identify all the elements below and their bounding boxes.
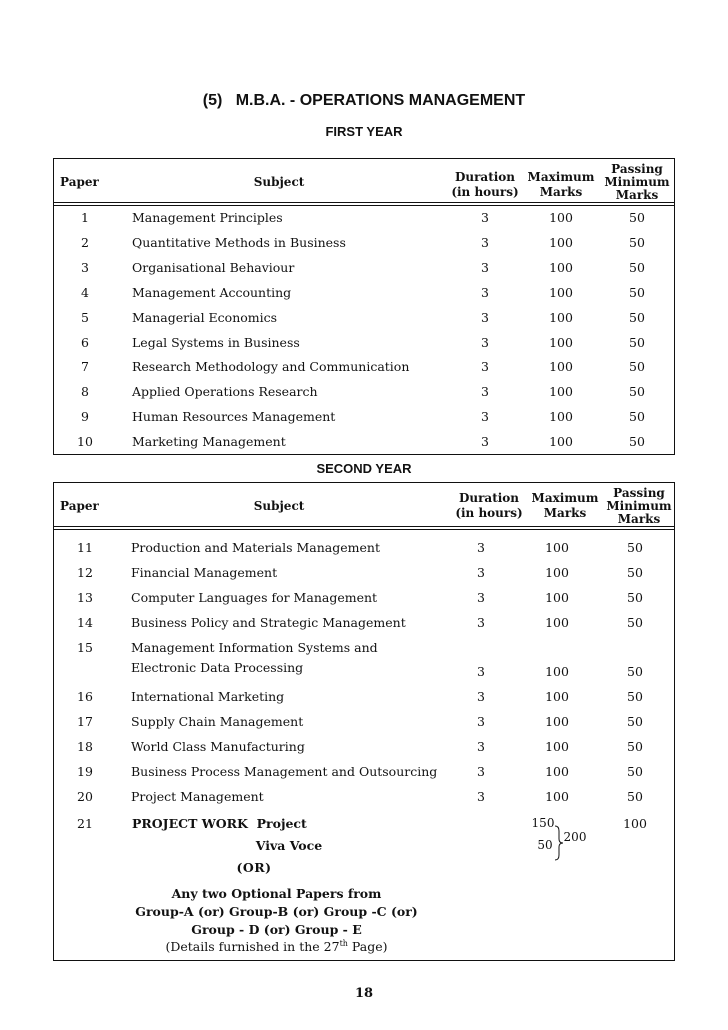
subject: Management Principles: [132, 210, 283, 225]
maximum-marks: 100: [545, 789, 569, 804]
duration: 3: [477, 565, 485, 580]
viva-voce-marks: 50: [537, 838, 553, 852]
table-row: [54, 540, 674, 560]
subject: Management Information Systems and: [131, 640, 378, 655]
subject: Managerial Economics: [132, 309, 278, 325]
duration: 3: [477, 739, 485, 754]
paper-number: 7: [81, 359, 89, 375]
paper-number: 9: [81, 409, 89, 425]
passing-marks: 50: [629, 259, 645, 275]
paper-number: 19: [77, 764, 93, 779]
passing-marks: 50: [627, 739, 643, 754]
table-row: [54, 640, 674, 684]
first-year-table: [53, 158, 675, 455]
paper-number: 5: [81, 309, 89, 325]
table-row: [54, 335, 674, 355]
second-year-table: [53, 482, 675, 961]
table-row: [54, 310, 674, 330]
maximum-marks: 100: [549, 384, 573, 400]
project-work-label: PROJECT WORK Project: [132, 816, 307, 831]
subject: International Marketing: [131, 689, 285, 704]
table-row: [54, 565, 674, 585]
col-duration: Duration (in hours): [451, 170, 519, 199]
passing-marks: 50: [629, 309, 645, 325]
subject: World Class Manufacturing: [131, 739, 305, 754]
subject: Legal Systems in Business: [132, 334, 300, 350]
maximum-marks: 100: [549, 259, 573, 275]
duration: 3: [481, 210, 489, 225]
maximum-marks: 100: [545, 689, 569, 704]
maximum-marks: 100: [545, 664, 569, 679]
paper-number: 2: [81, 234, 89, 250]
paper-number: 18: [77, 739, 93, 754]
paper-number: 8: [81, 384, 89, 400]
maximum-marks: 100: [545, 714, 569, 729]
subject: Production and Materials Management: [131, 540, 380, 555]
paper-number: 3: [81, 259, 89, 275]
passing-marks: 50: [629, 434, 645, 450]
maximum-marks: 100: [549, 210, 573, 225]
passing-marks: 50: [629, 409, 645, 425]
passing-marks: 50: [629, 284, 645, 300]
page-number: 18: [354, 986, 374, 1001]
total-marks: 200: [563, 830, 587, 844]
maximum-marks: 100: [549, 334, 573, 350]
paper-number: 13: [77, 590, 93, 605]
col-passing-minimum-marks: Passing Minimum Marks: [604, 162, 670, 202]
subject-continued: Electronic Data Processing: [131, 660, 304, 675]
passing-marks: 50: [629, 334, 645, 350]
table-row: [54, 764, 674, 784]
paper-number: 21: [77, 816, 93, 831]
table-row: [54, 359, 674, 379]
duration: 3: [477, 540, 485, 555]
subject: Computer Languages for Management: [131, 590, 378, 605]
duration: 3: [477, 764, 485, 779]
passing-marks: 50: [627, 565, 643, 580]
passing-marks: 50: [627, 664, 643, 679]
section-number: (5): [202, 92, 223, 109]
programme-title: M.B.A. - OPERATIONS MANAGEMENT: [235, 92, 526, 109]
duration: 3: [477, 714, 485, 729]
page-title: [0, 92, 728, 110]
duration: 3: [477, 689, 485, 704]
duration: 3: [481, 334, 489, 350]
subject: Project Management: [131, 789, 264, 804]
paper-number: 14: [77, 615, 93, 630]
passing-marks: 50: [627, 789, 643, 804]
project-marks: 150: [531, 816, 555, 830]
maximum-marks: 100: [545, 565, 569, 580]
duration: 3: [481, 409, 489, 425]
passing-marks: 50: [627, 615, 643, 630]
optional-papers-line-1: Any two Optional Papers from: [171, 886, 382, 901]
table-row: [54, 235, 674, 255]
maximum-marks: 100: [549, 284, 573, 300]
maximum-marks: 100: [549, 309, 573, 325]
subject: Research Methodology and Communication: [132, 359, 410, 375]
paper-number: 11: [77, 540, 93, 555]
table-row: [54, 285, 674, 305]
passing-marks: 50: [629, 359, 645, 375]
table-row: [54, 714, 674, 734]
subject: Quantitative Methods in Business: [132, 234, 346, 250]
col-duration: Duration (in hours): [455, 491, 523, 520]
paper-number: 20: [77, 789, 93, 804]
subject: Marketing Management: [132, 434, 286, 450]
passing-marks: 50: [629, 384, 645, 400]
passing-marks: 50: [627, 540, 643, 555]
col-subject: Subject: [253, 499, 305, 513]
subject: Supply Chain Management: [131, 714, 304, 729]
duration: 3: [481, 259, 489, 275]
first-year-heading: FIRST YEAR: [325, 124, 403, 139]
second-year-heading: SECOND YEAR: [316, 461, 412, 476]
table-row: [54, 260, 674, 280]
maximum-marks: 100: [545, 540, 569, 555]
maximum-marks: 100: [545, 590, 569, 605]
passing-marks: 50: [627, 714, 643, 729]
duration: 3: [477, 664, 485, 679]
passing-marks: 50: [627, 764, 643, 779]
table-row: [54, 409, 674, 429]
maximum-marks: 100: [545, 764, 569, 779]
subject: Applied Operations Research: [132, 384, 318, 400]
duration: 3: [481, 384, 489, 400]
passing-marks: 50: [627, 689, 643, 704]
subject: Organisational Behaviour: [132, 259, 295, 275]
paper-number: 10: [77, 434, 93, 450]
paper-number: 15: [77, 640, 93, 655]
paper-number: 12: [77, 565, 93, 580]
duration: 3: [477, 789, 485, 804]
col-subject: Subject: [253, 175, 305, 189]
table-header: [54, 159, 674, 206]
subject: Business Process Management and Outsourcing: [131, 764, 438, 779]
table-row: [54, 789, 674, 809]
maximum-marks: 100: [549, 359, 573, 375]
header-double-rule: [54, 526, 674, 527]
col-maximum-marks: Maximum Marks: [527, 170, 595, 199]
duration: 3: [481, 359, 489, 375]
passing-marks: 50: [629, 210, 645, 225]
maximum-marks: 100: [549, 434, 573, 450]
table-row: [54, 210, 674, 230]
duration: 3: [477, 590, 485, 605]
paper-number: 1: [81, 210, 89, 225]
passing-marks: 50: [627, 590, 643, 605]
table-row: [54, 615, 674, 635]
table-row: [54, 384, 674, 404]
passing-marks: 50: [629, 234, 645, 250]
col-paper: Paper: [60, 499, 99, 513]
table-row: [54, 739, 674, 759]
subject: Financial Management: [131, 565, 278, 580]
table-header: [54, 483, 674, 530]
viva-voce-label: Viva Voce: [255, 838, 323, 853]
col-maximum-marks: Maximum Marks: [531, 491, 599, 520]
duration: 3: [477, 615, 485, 630]
table-row: [54, 689, 674, 709]
col-paper: Paper: [60, 175, 99, 189]
table-row: [54, 434, 674, 454]
optional-papers-line-2: Group-A (or) Group-B (or) Group -C (or): [135, 904, 418, 919]
details-note: (Details furnished in the 27th Page): [165, 939, 388, 955]
maximum-marks: 100: [545, 739, 569, 754]
header-double-rule: [54, 202, 674, 203]
passing-marks: 100: [623, 816, 647, 831]
table-row: [54, 590, 674, 610]
subject: Human Resources Management: [132, 409, 336, 425]
subject: Management Accounting: [132, 284, 292, 300]
paper-number: 17: [77, 714, 93, 729]
subject: Business Policy and Strategic Management: [131, 615, 406, 630]
maximum-marks: 100: [549, 409, 573, 425]
duration: 3: [481, 434, 489, 450]
maximum-marks: 100: [545, 615, 569, 630]
paper-number: 16: [77, 689, 93, 704]
maximum-marks: 100: [549, 234, 573, 250]
paper-number: 6: [81, 334, 89, 350]
duration: 3: [481, 309, 489, 325]
duration: 3: [481, 234, 489, 250]
paper-number: 4: [81, 284, 89, 300]
col-passing-minimum-marks: Passing Minimum Marks: [606, 486, 672, 526]
optional-papers-line-3: Group - D (or) Group - E: [191, 922, 362, 937]
or-label: (OR): [236, 860, 272, 875]
duration: 3: [481, 284, 489, 300]
